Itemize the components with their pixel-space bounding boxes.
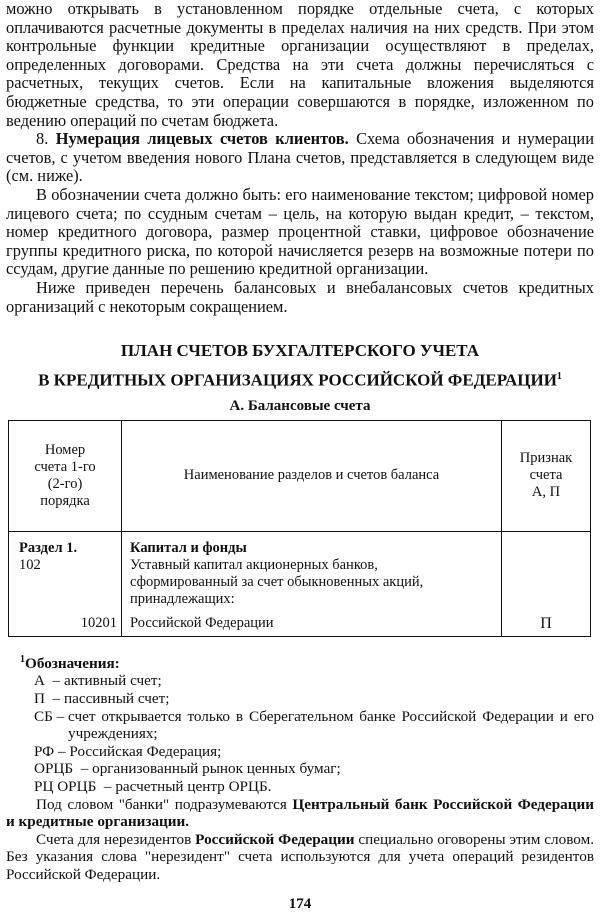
- paragraph-account-designation: В обозначении счета должно быть: его наименование текстом; цифровой номер лицевого счета; по ссудным счетам – цель, на которую выдан кредит, – текстом, номер кредитного договора, размер процентной ставки, цифровое обозначение группы кредитного риска, по которой начисляется резерв на возможные потери по ссудам, другие данные по решению кредитной организации.: [6, 184, 594, 279]
- footnote-mark: 1: [556, 371, 562, 383]
- legend-text: счет открывается только в Сберегательном банке Российской Федерации и его учреждениях;: [68, 707, 594, 743]
- header-num-line4: порядка: [40, 492, 90, 509]
- account-description-line2: сформированный за счет обыкновенных акций,: [130, 573, 424, 590]
- header-account-number: [9, 420, 122, 531]
- legend-item: [34, 778, 594, 796]
- header-num-line1: Номер: [44, 441, 86, 458]
- banks-note-text: Под словом "банки" подразумеваются: [36, 795, 293, 813]
- table-row: [9, 531, 591, 636]
- body-text: [6, 0, 594, 316]
- paragraph-section-8: [6, 130, 594, 186]
- paragraph-capital-investments: можно открывать в установленном порядке отдельные счета, с которых оплачиваются расчетные документы в пределах наличия на них средств. При этом контрольные функции кредитные организации осуществляют в пределах, определенных договорами. Средства на эти счета должны перечисляться с расчетных, текущих счетов. Если на капитальные вложения выделяются бюджетные средства, то эти операции совершаются в порядке, изложенном по ведению операций по счетам бюджета.: [6, 0, 594, 130]
- nonresident-note-rest: специально оговорены этим словом. Без указания слова "нерезидент" счета используются для учета операций резидентов Российской Федерации.: [6, 830, 594, 883]
- header-sign-line1: Признак: [519, 450, 573, 467]
- footnotes-heading: [20, 651, 594, 673]
- account-second-order: 10201: [80, 614, 117, 631]
- legend-code: РФ –: [34, 742, 66, 760]
- row-account-number: [9, 531, 122, 636]
- accounts-table: [8, 420, 591, 637]
- legend-text: активный счет;: [63, 672, 162, 690]
- banks-note: [6, 796, 594, 831]
- plan-subtitle: А. Балансовые счета: [229, 397, 371, 414]
- account-description-line1: Уставный капитал акционерных банков,: [130, 556, 378, 573]
- legend-item: [34, 743, 594, 761]
- header-num-line3: (2-го): [47, 475, 83, 492]
- page-number: 174: [288, 896, 312, 912]
- legend-item: [34, 708, 594, 743]
- header-num-line2: счета 1-го: [34, 458, 96, 475]
- header-sign-line2: счета: [529, 467, 563, 484]
- section-8-number: 8.: [36, 129, 49, 149]
- legend-item: [34, 672, 594, 690]
- nonresident-note: [6, 831, 594, 884]
- header-sign-line3: А, П: [531, 484, 561, 501]
- section-8-heading: Нумерация лицевых счетов клиентов.: [55, 129, 349, 149]
- legend-item: [34, 690, 594, 708]
- legend-text: пассивный счет;: [63, 690, 170, 707]
- paragraph-list-intro: Ниже приведен перечень балансовых и внебалансовых счетов кредитных организаций с некоторым сокращением.: [6, 277, 594, 316]
- section-8-text: Схема обозначения и нумерации счетов, с учетом введения нового Плана счетов, представляется в следующем виде (см. ниже).: [6, 129, 594, 186]
- footnotes: [6, 651, 594, 884]
- legend-code: ОРЦБ –: [34, 760, 89, 778]
- section-caption: Капитал и фонды: [130, 539, 247, 556]
- footnotes-mark: 1: [20, 653, 25, 665]
- banks-note-bold: Центральный банк Российской Федерации и кредитные организации.: [6, 795, 594, 831]
- legend-code: РЦ ОРЦБ –: [34, 777, 112, 795]
- account-description-line3: принадлежащих:: [130, 590, 235, 607]
- plan-title-line2: [6, 364, 594, 394]
- nonresident-note-text: Счета для нерезидентов: [36, 830, 196, 848]
- section-label: [19, 540, 77, 574]
- legend-text: расчетный центр ОРЦБ.: [115, 777, 272, 795]
- row-account-name: [122, 531, 502, 636]
- header-account-name: Наименование разделов и счетов баланса: [122, 420, 502, 531]
- account-sign-value: П: [540, 614, 552, 632]
- legend-code: СБ –: [34, 707, 65, 725]
- plan-title-line2-text: В КРЕДИТНЫХ ОРГАНИЗАЦИЯХ РОССИЙСКОЙ ФЕДЕРАЦИИ: [38, 370, 557, 390]
- header-account-sign: [502, 420, 591, 531]
- table-header-row: [9, 420, 591, 531]
- legend-text: организованный рынок ценных бумаг;: [92, 760, 341, 778]
- account-sub-description: Российской Федерации: [130, 614, 274, 631]
- nonresident-note-bold: Российской Федерации: [195, 830, 355, 848]
- legend-text: Российская Федерация;: [69, 742, 222, 760]
- plan-title-line1: ПЛАН СЧЕТОВ БУХГАЛТЕРСКОГО УЧЕТА: [120, 341, 480, 361]
- row-account-sign: [502, 531, 591, 636]
- section-number: Раздел 1.: [19, 539, 78, 556]
- footnotes-heading-text: Обозначения:: [25, 654, 120, 672]
- legend-item: [34, 760, 594, 778]
- account-first-order: 102: [19, 556, 41, 573]
- legend-code: П –: [34, 690, 61, 707]
- legend-code: А –: [34, 672, 61, 690]
